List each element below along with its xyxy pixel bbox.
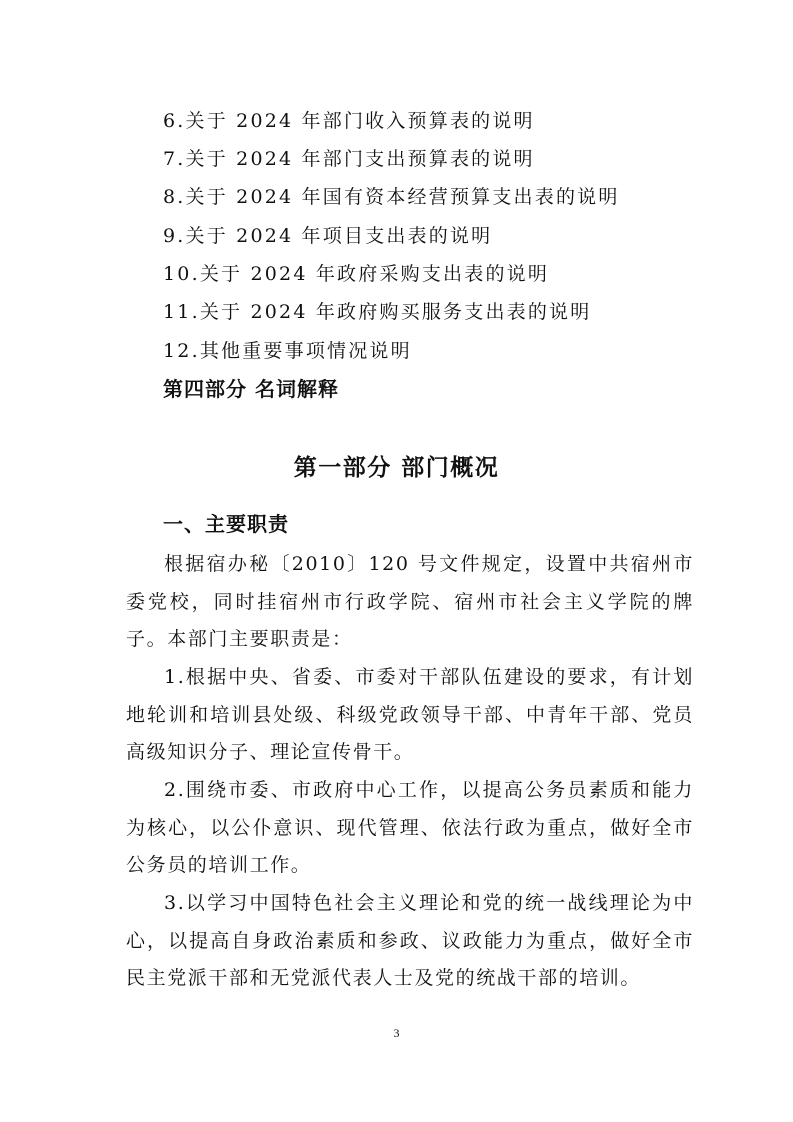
toc-item-12: 12.其他重要事项情况说明: [163, 340, 412, 362]
toc-part4-heading: 第四部分 名词解释: [163, 377, 339, 401]
toc-item-10: 10.关于 2024 年政府采购支出表的说明: [163, 263, 550, 285]
duty-paragraph-3: 3.以学习中国特色社会主义理论和党的统一战线理论为中心，以提高自身政治素质和参政、议政能力为重点，做好全市民主党派干部和无党派代表人士及党的统战干部的培训。: [126, 892, 694, 990]
toc-item-11: 11.关于 2024 年政府购买服务支出表的说明: [163, 301, 592, 323]
duty-paragraph-2: 2.围绕市委、市政府中心工作，以提高公务员素质和能力为核心，以公仆意识、现代管理、依法行政为重点，做好全市公务员的培训工作。: [126, 779, 694, 877]
subheading-main-duties: 一、主要职责: [163, 512, 289, 536]
intro-paragraph: 根据宿办秘〔2010〕120 号文件规定，设置中共宿州市委党校，同时挂宿州市行政学院、宿州市社会主义学院的牌子。本部门主要职责是：: [126, 553, 694, 651]
page-number: 3: [393, 1026, 400, 1040]
toc-item-6: 6.关于 2024 年部门收入预算表的说明: [163, 110, 535, 132]
toc-item-7: 7.关于 2024 年部门支出预算表的说明: [163, 148, 535, 170]
toc-item-8: 8.关于 2024 年国有资本经营预算支出表的说明: [163, 186, 620, 208]
duty-paragraph-1: 1.根据中央、省委、市委对干部队伍建设的要求，有计划地轮训和培训县处级、科级党政领导干部、中青年干部、党员高级知识分子、理论宣传骨干。: [126, 666, 694, 764]
toc-item-9: 9.关于 2024 年项目支出表的说明: [163, 225, 493, 247]
section-title: 第一部分 部门概况: [293, 455, 500, 481]
